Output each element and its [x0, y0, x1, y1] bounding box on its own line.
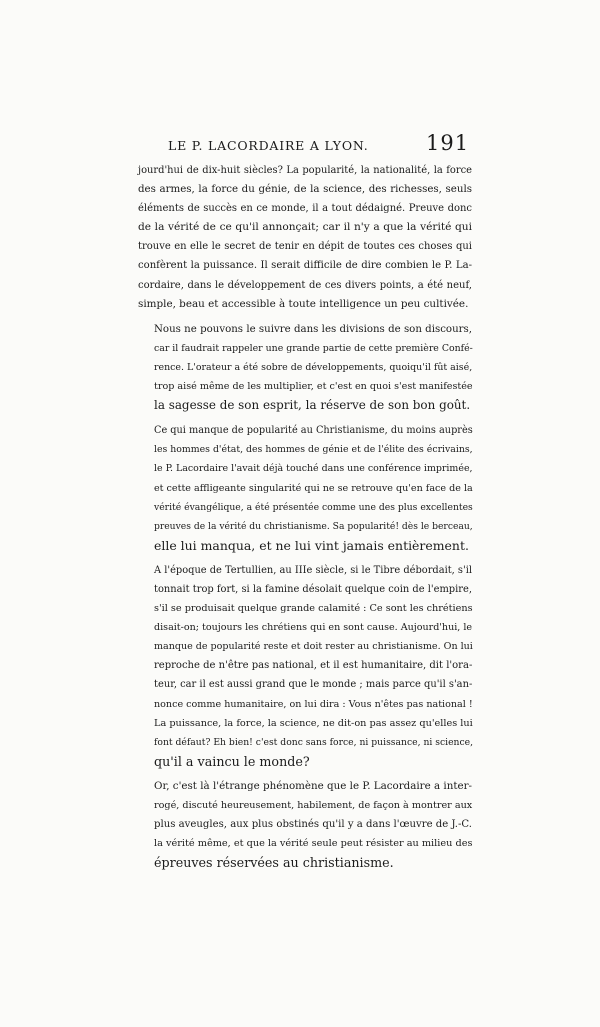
page-number: 191 [426, 131, 470, 155]
text-line: le P. Lacordaire l'avait déjà touché dans une conférence imprimée, [154, 463, 473, 475]
text-line: qu'il a vaincu le monde? [154, 753, 310, 769]
text-line: La puissance, la force, la science, ne dit-on pas assez qu'elles lui [154, 717, 473, 729]
paragraph-4 [138, 561, 472, 771]
text-line: Nous ne pouvons le suivre dans les divisions de son discours, [154, 323, 472, 335]
text-line: des armes, la force du génie, de la science, des richesses, seuls [138, 183, 472, 196]
text-line: confèrent la puissance. Il serait difficile de dire combien le P. La- [138, 260, 472, 272]
text-line: teur, car il est aussi grand que le monde ; mais parce qu'il s'an- [154, 679, 473, 691]
body-text [138, 161, 472, 878]
text-line: et cette affligeante singularité qui ne se retrouve qu'en face de la [154, 482, 473, 494]
text-line: plus aveugles, aux plus obstinés qu'il y a dans l'œuvre de J.-C. [154, 819, 472, 831]
text-line: simple, beau et accessible à toute intelligence un peu cultivée. [138, 297, 469, 310]
text-line: les hommes d'état, des hommes de génie et de l'élite des écrivains, [154, 444, 473, 456]
text-line: font défaut? Eh bien! c'est donc sans force, ni puissance, ni science, [154, 736, 474, 748]
running-title: LE P. LACORDAIRE A LYON. [168, 138, 369, 153]
text-line: cordaire, dans le développement de ces divers points, a été neuf, [138, 279, 472, 291]
text-line: manque de popularité reste et doit rester au christianisme. On lui [154, 641, 473, 653]
text-line: preuves de la vérité du christianisme. Sa popularité! dès le berceau, [154, 520, 473, 532]
text-line: rence. L'orateur a été sobre de développements, quoiqu'il fût aisé, [154, 361, 473, 373]
text-line: trouve en elle le secret de tenir en dépit de toutes ces choses qui [138, 241, 472, 253]
text-line: A l'époque de Tertullien, au IIIe siècle, si le Tibre débordait, s'il [154, 564, 472, 576]
text-line: vérité évangélique, a été présentée comme une des plus excellentes [154, 501, 473, 513]
paragraph-3 [138, 421, 472, 555]
text-line: s'il se produisait quelque grande calamité : Ce sont les chrétiens [154, 603, 473, 615]
paragraph-2 [138, 320, 472, 415]
paragraph-5 [138, 777, 472, 872]
text-line: de la vérité de ce qu'il annonçait; car il n'y a que la vérité qui [138, 221, 472, 234]
text-line: disait-on; toujours les chrétiens qui en sont cause. Aujourd'hui, le [154, 622, 473, 634]
text-line: jourd'hui de dix-huit siècles? La popularité, la nationalité, la force [138, 165, 472, 176]
text-line: reproche de n'être pas national, et il est humanitaire, dit l'ora- [154, 660, 473, 672]
text-line: épreuves réservées au christianisme. [154, 855, 394, 871]
paragraph-1 [138, 161, 472, 314]
text-line: la sagesse de son esprit, la réserve de son bon goût. [154, 398, 471, 413]
text-line: elle lui manqua, et ne lui vint jamais entièrement. [154, 537, 469, 553]
text-line: tonnait trop fort, si la famine désolait quelque coin de l'empire, [154, 583, 472, 595]
text-line: Ce qui manque de popularité au Christianisme, du moins auprès [154, 425, 473, 437]
text-line: trop aisé même de les multiplier, et c'est en quoi s'est manifestée [154, 381, 473, 393]
text-line: la vérité même, et que la vérité seule peut résister au milieu des [154, 838, 473, 850]
page-header [0, 133, 600, 157]
text-line: rogé, discuté heureusement, habilement, de façon à montrer aux [154, 800, 473, 811]
text-line: car il faudrait rappeler une grande partie de cette première Confé- [154, 342, 473, 354]
text-line: éléments de succès en ce monde, il a tout dédaigné. Preuve donc [138, 203, 472, 215]
text-line: nonce comme humanitaire, on lui dira : Vous n'êtes pas national ! [154, 698, 473, 710]
text-line: Or, c'est là l'étrange phénomène que le P. Lacordaire a inter- [154, 779, 472, 792]
